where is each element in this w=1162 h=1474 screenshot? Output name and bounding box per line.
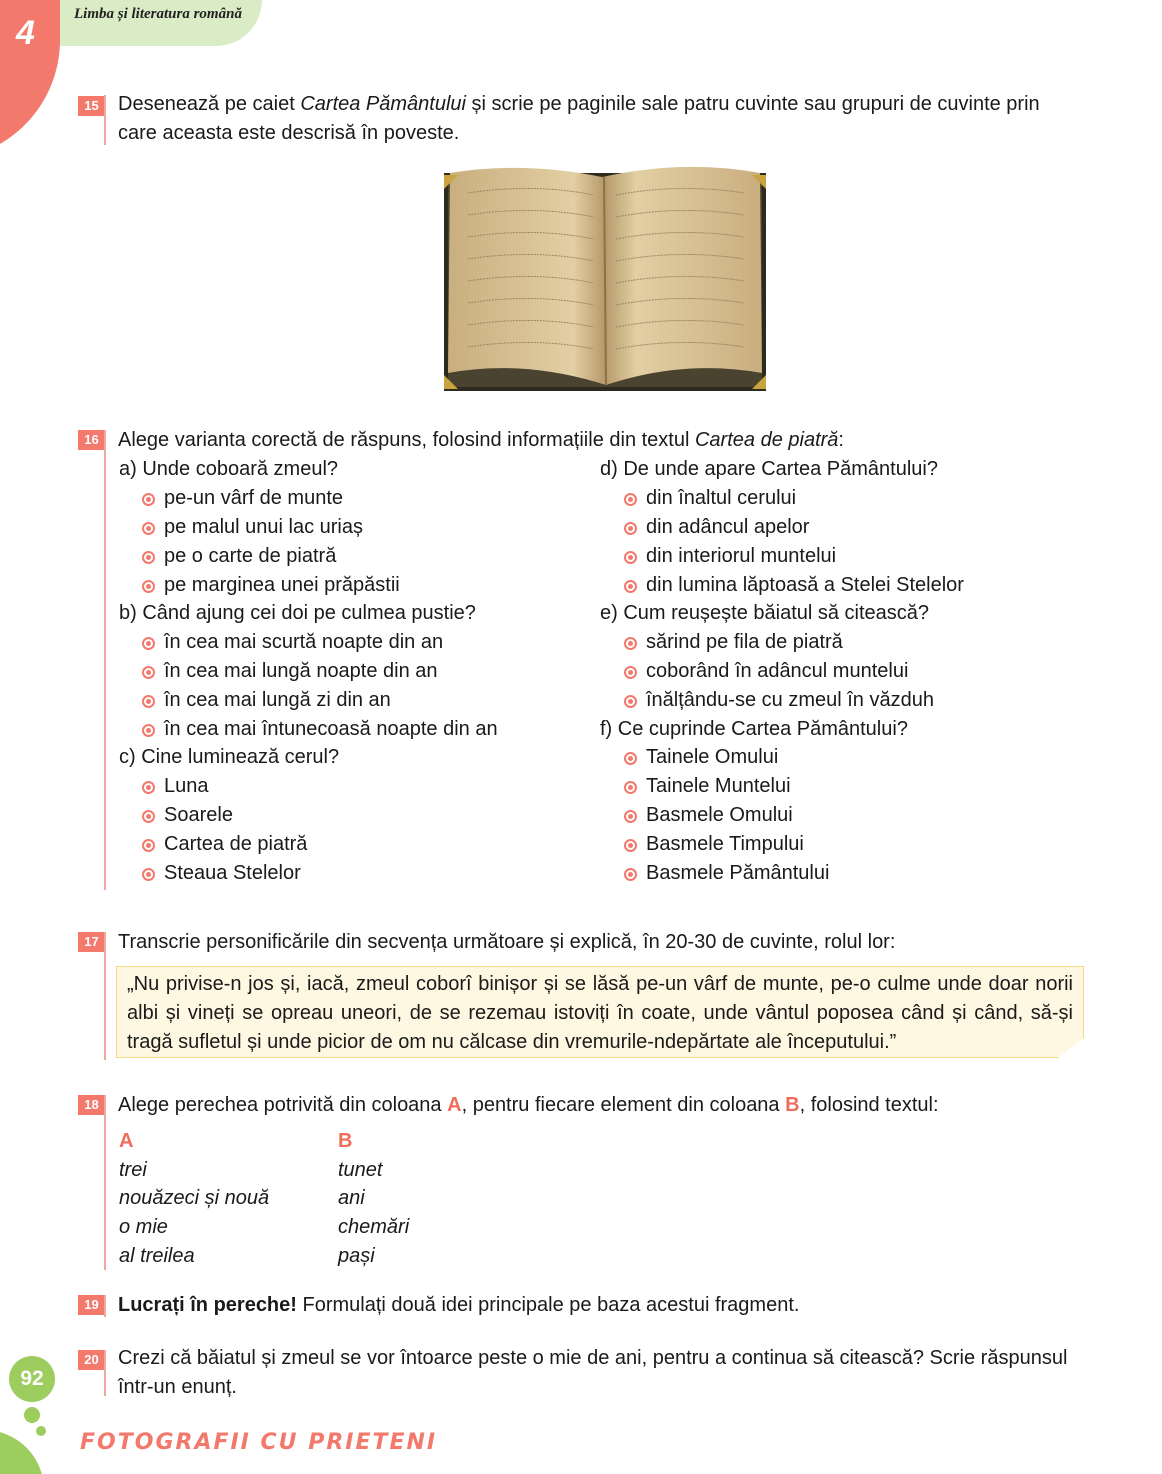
column-b-header: B xyxy=(338,1130,353,1152)
column-b-item: pași xyxy=(338,1245,375,1267)
column-b-item: chemări xyxy=(338,1216,410,1238)
option-a-2[interactable]: pe malul unui lac uriaș xyxy=(142,513,363,542)
option-b-3[interactable]: în cea mai lungă zi din an xyxy=(142,686,391,715)
subject-title: Limba și literatura română xyxy=(74,6,242,22)
question-d: d) De unde apare Cartea Pământului? xyxy=(600,458,938,480)
column-b-item: tunet xyxy=(338,1159,383,1181)
column-a-item: al treilea xyxy=(119,1245,195,1267)
exercise-text: Desenează pe caiet Cartea Pământului și scrie pe paginile sale patru cuvinte sau grupuri de cuvinte prin care aceasta este descrisă în poveste. xyxy=(118,93,1040,144)
exercise-number: 20 xyxy=(78,1350,105,1370)
decor-dot xyxy=(24,1407,40,1423)
exercise-number: 18 xyxy=(78,1095,105,1115)
quote-box xyxy=(116,966,1084,1058)
exercise-rule xyxy=(104,95,106,145)
quote-text: „Nu privise-n jos și, iacă, zmeul coborî binișor și se lăsă pe-un vârf de munte, pe-o culme unde doar norii albi și vineți se opreau uneori, de se rezemau istoviți în coate, unde vântul poposea când și când, să-și tragă sufletul și unde picior de om nu călcase din vremurile-ndepărtate ale începutului.” xyxy=(127,973,1073,1053)
exercise-rule xyxy=(104,1350,106,1396)
question-a: a) Unde coboară zmeul? xyxy=(119,458,339,480)
footer-corner xyxy=(0,1430,44,1474)
exercise-rule xyxy=(104,932,106,1060)
option-f-2[interactable]: Tainele Muntelui xyxy=(624,772,791,801)
exercise-text: Lucrați în pereche! Formulați două idei principale pe baza acestui fragment. xyxy=(118,1294,800,1316)
question-f: f) Ce cuprinde Cartea Pământului? xyxy=(600,718,908,740)
option-b-1[interactable]: în cea mai scurtă noapte din an xyxy=(142,628,443,657)
question-c: c) Cine luminează cerul? xyxy=(119,746,340,768)
exercise-rule xyxy=(104,1095,106,1270)
option-d-2[interactable]: din adâncul apelor xyxy=(624,513,809,542)
exercise-text: Alege perechea potrivită din coloana A, pentru fiecare element din coloana B, folosind textul: xyxy=(118,1094,939,1116)
column-b-item: ani xyxy=(338,1187,365,1209)
option-c-2[interactable]: Soarele xyxy=(142,801,233,830)
option-c-3[interactable]: Cartea de piatră xyxy=(142,830,307,859)
exercise-number: 19 xyxy=(78,1295,105,1315)
option-e-2[interactable]: coborând în adâncul muntelui xyxy=(624,657,908,686)
column-a-header: A xyxy=(119,1130,134,1152)
exercise-rule xyxy=(104,430,106,890)
option-f-3[interactable]: Basmele Omului xyxy=(624,801,793,830)
exercise-rule xyxy=(104,1295,106,1317)
exercise-text: Transcrie personificările din secvența următoare și explică, în 20-30 de cuvinte, rolul lor: xyxy=(118,931,896,953)
option-f-5[interactable]: Basmele Pământului xyxy=(624,859,829,888)
exercise-number: 17 xyxy=(78,932,105,952)
column-a-item: o mie xyxy=(119,1216,168,1238)
quote-fold xyxy=(1058,1038,1084,1058)
option-b-2[interactable]: în cea mai lungă noapte din an xyxy=(142,657,438,686)
option-c-1[interactable]: Luna xyxy=(142,772,209,801)
option-a-1[interactable]: pe-un vârf de munte xyxy=(142,484,343,513)
decor-dot xyxy=(36,1426,46,1436)
option-d-3[interactable]: din interiorul muntelui xyxy=(624,542,836,571)
option-b-4[interactable]: în cea mai întunecoasă noapte din an xyxy=(142,715,498,744)
option-d-1[interactable]: din înaltul cerului xyxy=(624,484,796,513)
exercise-text: Crezi că băiatul și zmeul se vor întoarce peste o mie de ani, pentru a continua să citească? Scrie răspunsul într-un enunț. xyxy=(118,1347,1068,1398)
open-book-illustration xyxy=(444,163,766,391)
column-a-item: trei xyxy=(119,1159,147,1181)
option-f-4[interactable]: Basmele Timpului xyxy=(624,830,804,859)
page-number: 92 xyxy=(9,1356,55,1402)
option-e-3[interactable]: înălțându-se cu zmeul în văzduh xyxy=(624,686,934,715)
option-e-1[interactable]: sărind pe fila de piatră xyxy=(624,628,843,657)
exercise-text: Alege varianta corectă de răspuns, folosind informațiile din textul Cartea de piatră: xyxy=(118,429,844,451)
option-d-4[interactable]: din lumina lăptoasă a Stelei Stelelor xyxy=(624,571,964,600)
footer-title: FOTOGRAFII CU PRIETENI xyxy=(80,1430,438,1455)
option-a-4[interactable]: pe marginea unei prăpăstii xyxy=(142,571,400,600)
option-c-4[interactable]: Steaua Stelelor xyxy=(142,859,301,888)
chapter-number: 4 xyxy=(16,14,35,52)
exercise-number: 15 xyxy=(78,96,105,116)
question-e: e) Cum reușește băiatul să citească? xyxy=(600,602,930,624)
question-b: b) Când ajung cei doi pe culmea pustie? xyxy=(119,602,476,624)
exercise-number: 16 xyxy=(78,430,105,450)
option-a-3[interactable]: pe o carte de piatră xyxy=(142,542,336,571)
option-f-1[interactable]: Tainele Omului xyxy=(624,743,778,772)
column-a-item: nouăzeci și nouă xyxy=(119,1187,270,1209)
